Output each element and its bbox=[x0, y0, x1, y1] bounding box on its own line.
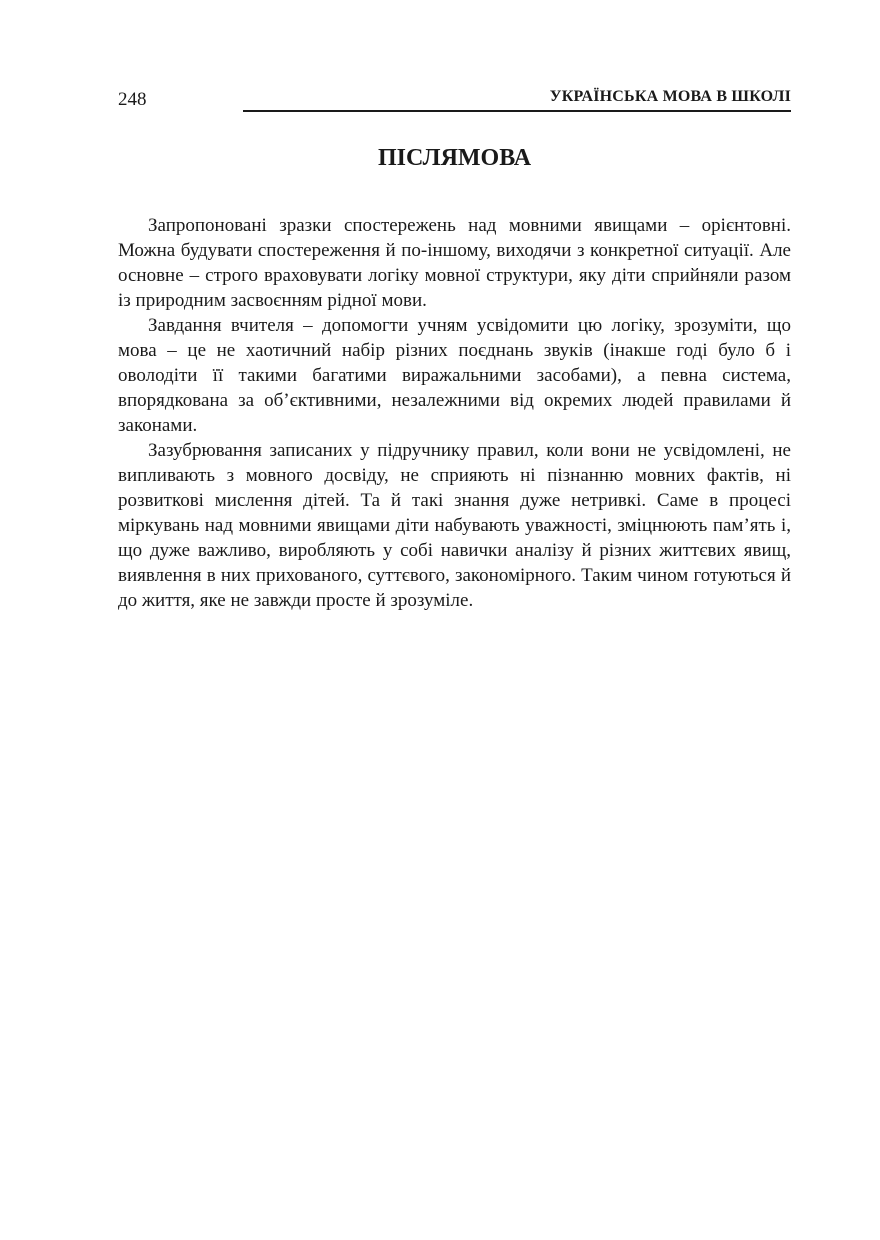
body-text bbox=[118, 213, 791, 613]
paragraph-1: Запропоновані зразки спостережень над мовними явищами – орієнтовні. Можна будувати спостереження й по-іншому, виходячи з конкретної ситуації. Але основне – строго враховувати логіку мовної структури, яку діти сприйняли разом із природним засвоєнням рідної мови. bbox=[118, 215, 791, 311]
page-number: 248 bbox=[118, 89, 147, 110]
paragraph-3: Зазубрювання записаних у підручнику правил, коли вони не усвідомлені, не випливають з мовного досвіду, не сприяють ні пізнанню мовних фактів, ні розвиткові мислення дітей. Та й такі знання дуже нетривкі. Саме в процесі міркувань над мовними явищами діти набувають уважності, зміцнюють пам’ять і, що дуже важливо, виробляють у собі навички аналізу й різних життєвих явищ, виявлення в них прихованого, суттєвого, закономірного. Таким чином готуються й до життя, яке не завжди просте й зрозуміле. bbox=[118, 440, 791, 611]
chapter-title: ПІСЛЯМОВА bbox=[377, 145, 532, 171]
running-header-title: УКРАЇНСЬКА МОВА В ШКОЛІ bbox=[549, 88, 791, 105]
header-rule bbox=[243, 110, 791, 112]
paragraph-2: Завдання вчителя – допомогти учням усвідомити цю логіку, зрозуміти, що мова – це не хаотичний набір різних поєднань звуків (інакше годі було б і оволодіти її такими багатими виражальними засобами), а певна система, впорядкована за об’єктивними, незалежними від окремих людей правилами й законами. bbox=[118, 315, 791, 436]
